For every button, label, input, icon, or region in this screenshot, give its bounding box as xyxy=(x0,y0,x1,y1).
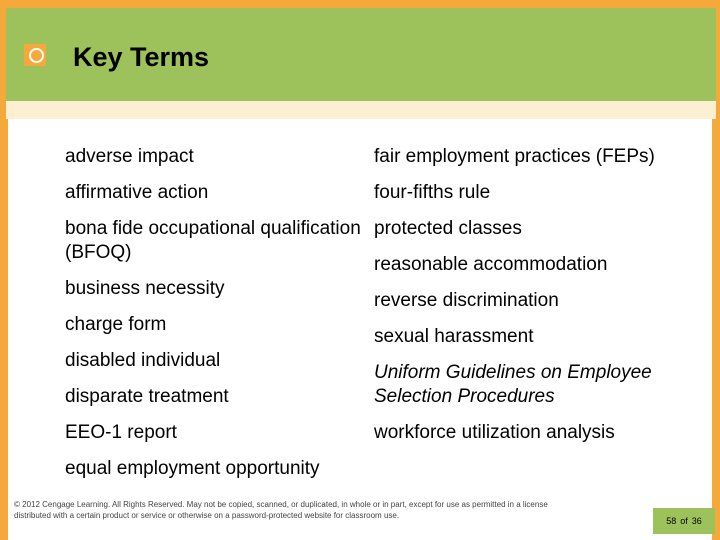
page-current: 58 xyxy=(666,516,677,526)
page-total: 36 xyxy=(691,516,702,526)
term-item: equal employment opportunity xyxy=(65,458,320,479)
term-item: bona fide occupational qualification (BFOQ) xyxy=(65,218,361,263)
term-item: Uniform Guidelines on Employee Selection Procedures xyxy=(374,362,652,407)
term-item: EEO-1 report xyxy=(65,422,177,443)
slide-frame-top xyxy=(0,0,720,8)
term-item: workforce utilization analysis xyxy=(374,422,615,443)
page-number-badge xyxy=(653,508,715,534)
header-band xyxy=(6,101,716,119)
term-item: sexual harassment xyxy=(374,326,534,347)
term-item: reasonable accommodation xyxy=(374,254,608,275)
left-term-list xyxy=(65,145,365,493)
term-item: adverse impact xyxy=(65,146,194,167)
term-item: business necessity xyxy=(65,278,225,299)
term-item: fair employment practices (FEPs) xyxy=(374,146,655,167)
term-item: charge form xyxy=(65,314,167,335)
term-item: four-fifths rule xyxy=(374,182,491,203)
term-item: protected classes xyxy=(374,218,522,239)
term-item: affirmative action xyxy=(65,182,209,203)
copyright-footer: © 2012 Cengage Learning. All Rights Reserved. May not be copied, scanned, or duplicated, in whole or in part, except for use as permitted in a license distributed with a certain product or service or otherwise on a password-protected website for classroom use. xyxy=(14,500,548,520)
ring-icon xyxy=(29,48,44,63)
right-term-list xyxy=(374,145,684,457)
term-item: reverse discrimination xyxy=(374,290,559,311)
slide-title: Key Terms xyxy=(73,42,210,72)
page-of-label: of xyxy=(680,516,688,526)
term-item: disabled individual xyxy=(65,350,221,371)
term-item: disparate treatment xyxy=(65,386,229,407)
